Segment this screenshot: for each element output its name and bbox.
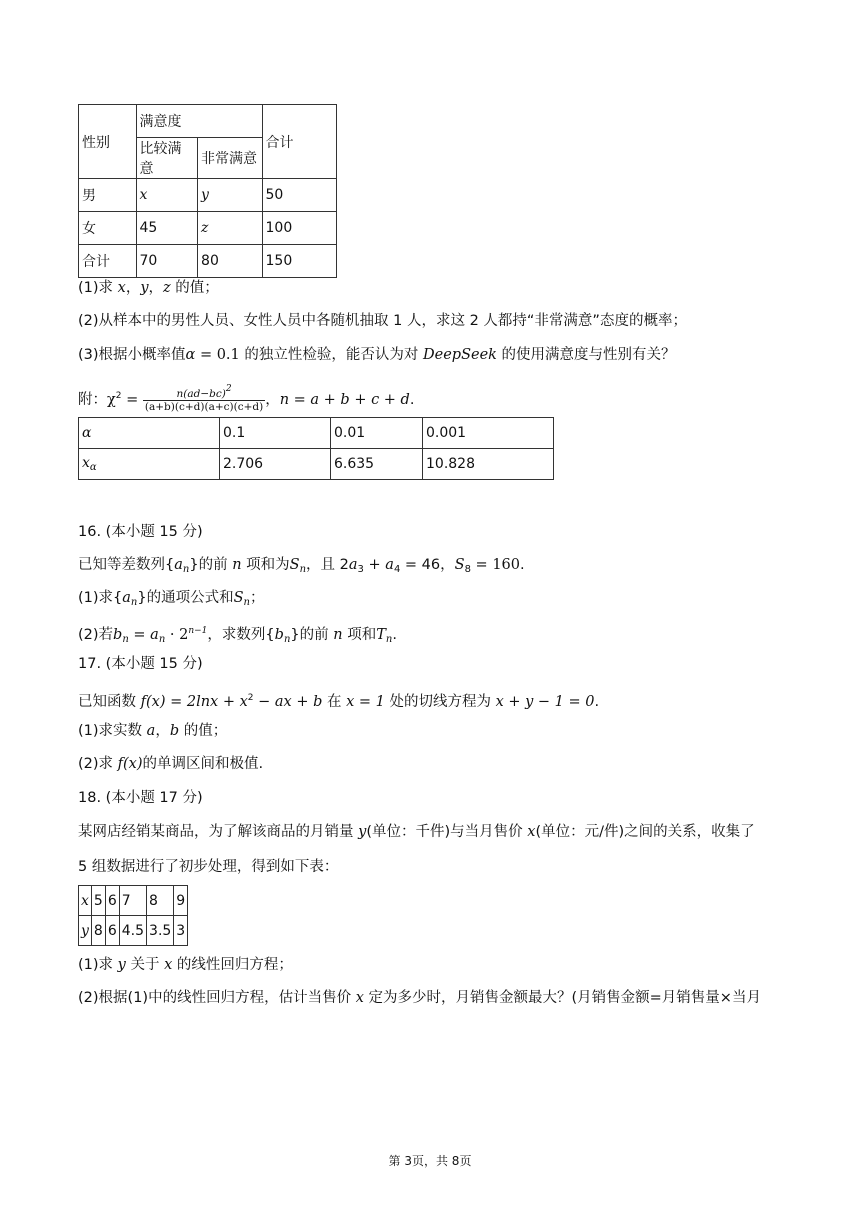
table-row: [79, 179, 337, 212]
q15-part3: (3)根据小概率值α = 0.1 的独立性检验，能否认为对 DeepSeek 的使用满意度与性别有关？: [78, 347, 676, 363]
cell: 8: [147, 886, 174, 916]
cell: 0.01: [331, 418, 423, 449]
q17-heading: 17. (本小题 15 分): [78, 656, 203, 672]
cell: 150: [262, 245, 337, 278]
header-very: 非常满意: [198, 138, 262, 179]
page-footer: 第 3页，共 8页: [388, 1154, 472, 1168]
header-gender: 性别: [79, 105, 137, 179]
row-label: x: [79, 886, 92, 916]
table-row: [79, 449, 554, 480]
header-fairly: 比较满意: [136, 138, 198, 179]
row-label: α: [79, 418, 220, 449]
cell: 2.706: [220, 449, 331, 480]
table-row: [79, 886, 188, 916]
q17-part2: (2)求 f(x)的单调区间和极值.: [78, 756, 264, 772]
chi-square-formula: 附：$\chi^2$ = $\frac{n(ad-bc)^2}{(a+b)(c+d)(a+c)(c+d)}$ ，n = a + b + c + d.: [78, 384, 415, 413]
q18-stem-1: 某网店经销某商品，为了解该商品的月销量 y(单位：千件)与当月售价 x(单位：元/件)之间的关系，收集了: [78, 824, 755, 840]
q18-part1: (1)求 y 关于 x 的线性回归方程；: [78, 957, 293, 973]
cell: 6: [105, 916, 119, 946]
cell: 80: [198, 245, 262, 278]
table-row: [79, 916, 188, 946]
cell: 6: [105, 886, 119, 916]
q18-stem-2: 5 组数据进行了初步处理，得到如下表：: [78, 859, 339, 875]
row-label: $x_\alpha$: [79, 449, 220, 480]
header-total: 合计: [262, 105, 337, 179]
q17-part1: (1)求实数 a，b 的值；: [78, 723, 228, 739]
q18-part2: (2)根据(1)中的线性回归方程，估计当售价 x 定为多少时，月销售金额最大？(月销售金额=月销售量×当月: [78, 990, 761, 1006]
table-row: [79, 418, 554, 449]
cell: 45: [136, 212, 198, 245]
fraction: $\frac{n(ad-bc)^2}{(a+b)(c+d)(a+c)(c+d)}$: [144, 384, 264, 413]
header-satisfaction: 满意度: [136, 105, 262, 138]
q18-heading: 18. (本小题 17 分): [78, 790, 203, 806]
cell: 50: [262, 179, 337, 212]
critical-value-table: [78, 417, 554, 480]
cell: 0.1: [220, 418, 331, 449]
table-row: [79, 212, 337, 245]
q16-heading: 16. (本小题 15 分): [78, 524, 203, 540]
q15-part1: (1)求 x，y，z 的值；: [78, 280, 219, 296]
row-label: y: [79, 916, 92, 946]
cell: 10.828: [423, 449, 554, 480]
price-sales-table: [78, 885, 188, 946]
table-row: [79, 245, 337, 278]
q16-part1: (1)求$\{a_n\}$的通项公式和$S_n$；: [78, 590, 265, 608]
cell: 3.5: [147, 916, 174, 946]
cell: z: [198, 212, 262, 245]
row-label: 男: [79, 179, 137, 212]
cell: x: [136, 179, 198, 212]
cell: 9: [174, 886, 188, 916]
cell: y: [198, 179, 262, 212]
q15-part2: (2)从样本中的男性人员、女性人员中各随机抽取 1 人，求这 2 人都持“非常满意”态度的概率；: [78, 313, 687, 329]
q16-part2: (2)若$b_n = a_n \cdot 2^{n-1}$，求数列$\{b_n\}$的前 n 项和$T_n$.: [78, 626, 397, 645]
cell: 70: [136, 245, 198, 278]
q17-stem: 已知函数 $f(x) = 2\ln x + x^2$ − ax + b 在 x = 1 处的切线方程为 x + y − 1 = 0.: [78, 693, 600, 710]
row-label: 合计: [79, 245, 137, 278]
cell: 7: [119, 886, 146, 916]
cell: 100: [262, 212, 337, 245]
cell: 8: [91, 916, 105, 946]
cell: 0.001: [423, 418, 554, 449]
cell: 3: [174, 916, 188, 946]
satisfaction-table: [78, 104, 337, 278]
q16-stem: 已知等差数列$\{a_n\}$的前 n 项和为$S_n$，且 $2a_3 + a_4 = 46$，$S_8 = 160$.: [78, 557, 525, 575]
row-label: 女: [79, 212, 137, 245]
cell: 5: [91, 886, 105, 916]
cell: 4.5: [119, 916, 146, 946]
cell: 6.635: [331, 449, 423, 480]
